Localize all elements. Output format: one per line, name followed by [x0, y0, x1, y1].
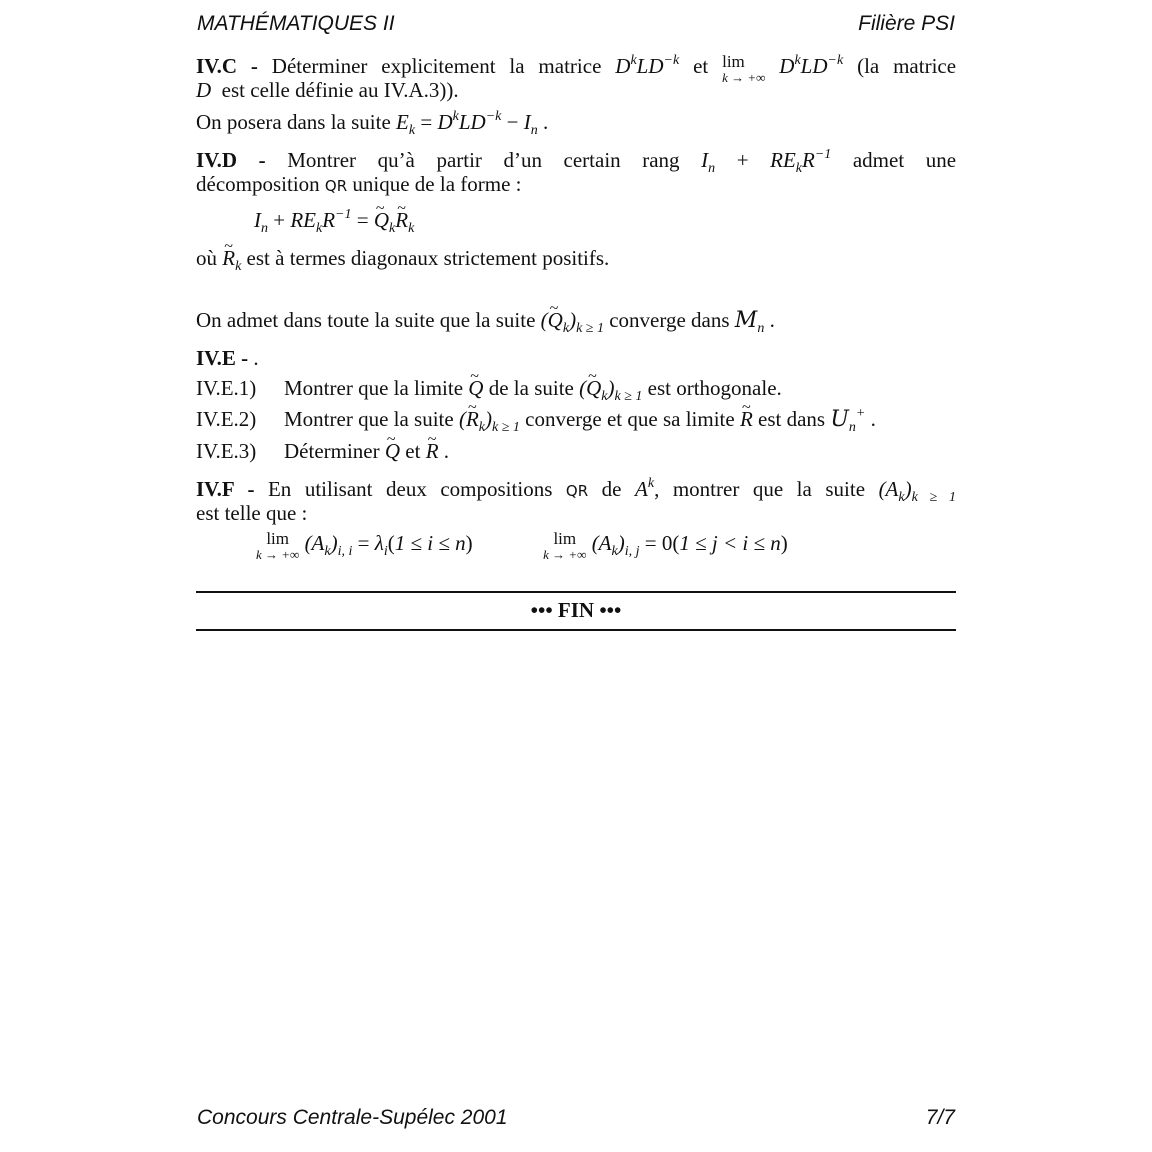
formula-limits: lim k → +∞ $(A_k)_{i, i} = \lambda_i(1 \le i \le n)$ lim k → +∞ $(A_k)_{i, j} = 0(1 \le j < i \le n)$ — [256, 529, 788, 562]
iv-d-text2: admet une — [852, 148, 957, 172]
iv-e-label: IV.E - — [196, 346, 249, 370]
iv-d-line1 — [196, 147, 957, 176]
iv-c-text3: est celle définie au IV.A.3)). — [221, 78, 459, 102]
iv-f-label: IV.F - — [196, 477, 255, 501]
lim-operator: lim k → +∞ — [722, 52, 766, 85]
iv-c-et: et — [693, 54, 709, 78]
formula-in-rekr: $I_n + RE_kR^{-1}$ — [701, 147, 832, 176]
header-subject: MATHÉMATIQUES II — [197, 12, 395, 35]
iv-e-3-num: IV.E.3) — [196, 439, 257, 463]
iv-c-label: IV.C - — [196, 54, 258, 78]
footer-exam: Concours Centrale-Supélec 2001 — [197, 1106, 508, 1129]
iv-c-line1: IV.C - Déterminer explicitement la matrice $D^kLD^{-k}$ et lim k → +∞ $D^kLD^{-k}$ (la matrice — [196, 52, 957, 85]
iv-e-2: IV.E.2) Montrer que la suite (~ $R_k)_{k \ge 1}$ converge et que sa limite ~ R est dans $U_n^+$ . — [196, 407, 956, 432]
iv-d-text3: décomposition — [196, 172, 320, 196]
iv-e-2-num: IV.E.2) — [196, 407, 257, 431]
iv-d-text5: où — [196, 246, 217, 270]
admit-text2: converge dans — [609, 308, 730, 332]
iv-d-line2 — [196, 172, 956, 199]
iv-e-3: IV.E.3) Déterminer ~ Q et ~ R . — [196, 439, 956, 464]
formula-dkldk: $D^kLD^{-k}$ — [615, 53, 680, 78]
iv-d-text6: est à termes diagonaux strictement positifs. — [246, 246, 610, 270]
fin-marker: ••• FIN ••• — [530, 598, 622, 622]
header-track: Filière PSI — [858, 12, 955, 35]
iv-d-text1: Montrer qu’à partir d’un certain rang — [287, 148, 680, 172]
iv-d-text4: unique de la forme : — [352, 172, 522, 196]
admit-line: On admet dans toute la suite que la suite (~ $Q_k)_{k \ge 1}$ converge dans $M_n$ . — [196, 308, 956, 333]
iv-e-1-num: IV.E.1) — [196, 376, 257, 400]
iv-c-posera: On posera dans la suite — [196, 110, 391, 134]
iv-f-line2: est telle que : — [196, 501, 308, 525]
admit-text1: On admet dans toute la suite que la suite — [196, 308, 536, 332]
iv-e-1: IV.E.1) Montrer que la limite ~ Q de la suite (~ $Q_k)_{k \ge 1}$ est orthogonale. — [196, 376, 956, 401]
iv-f-line1: IV.F - En utilisant deux compositions QR de $A^k$, montrer que la suite $(A_k)_{k \ge 1}$ — [196, 476, 957, 505]
fin-top-rule — [196, 591, 956, 593]
iv-d-line3: où ~ $R_k$ est à termes diagonaux strictement positifs. — [196, 246, 956, 271]
iv-d-label: IV.D - — [196, 148, 266, 172]
iv-c-text1: Déterminer explicitement la matrice — [271, 54, 602, 78]
iv-e-heading: IV.E - . — [196, 346, 259, 370]
iv-c-text2: (la matrice — [857, 54, 957, 78]
iv-c-line3: On posera dans la suite $E_k = D^kLD^{-k} - I_n$ . — [196, 109, 549, 138]
formula-qr-decomposition: $I_n + RE_kR^{-1}$ = ~ $Q_k\sim$ $R_k$ — [254, 208, 1014, 233]
iv-c-line2: D est celle définie au IV.A.3)). — [196, 78, 459, 102]
qr-abbrev: QR — [324, 177, 348, 195]
fin-bottom-rule — [196, 629, 956, 631]
footer-page-number: 7/7 — [925, 1106, 955, 1129]
formula-ek: $E_k = D^kLD^{-k} - I_n$ — [396, 109, 538, 138]
